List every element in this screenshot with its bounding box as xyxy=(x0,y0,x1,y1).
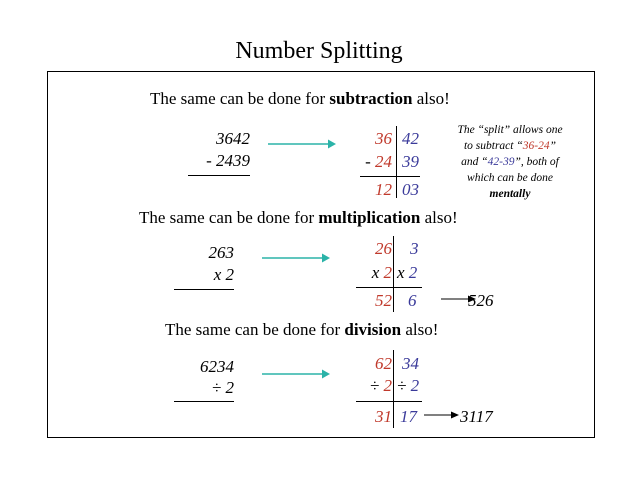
subtrahend-left: 24 xyxy=(375,152,392,171)
subtraction-heading xyxy=(150,90,450,107)
division-split-top-right: 34 xyxy=(402,354,419,373)
subtraction-note xyxy=(448,122,572,202)
split-divider xyxy=(393,236,394,312)
multiplication-op-right: x 2 xyxy=(397,263,418,282)
heading-keyword: division xyxy=(344,320,402,339)
minus-sign: - xyxy=(365,152,375,171)
division-split-top-left: 62 xyxy=(375,354,392,373)
heading-suffix: also! xyxy=(412,89,450,108)
heading-prefix: The same can be done for xyxy=(165,320,345,339)
division-original-top: 6234 xyxy=(200,357,234,376)
division-op-right: ÷ 2 xyxy=(397,376,420,395)
division-result-left: 31 xyxy=(375,407,392,426)
multiplication-op-left: x 2 xyxy=(371,263,392,282)
multiplication-heading xyxy=(139,209,458,226)
multiplication-final: 526 xyxy=(468,291,494,310)
multiplication-result-left: 52 xyxy=(375,291,392,310)
subtraction-original-top: 3642 xyxy=(216,129,250,148)
note-line-5: mentally xyxy=(489,188,531,200)
multiplication-split-top-left: 26 xyxy=(375,239,392,258)
note-line-1: The “split” allows one xyxy=(457,124,563,136)
heading-keyword: subtraction xyxy=(329,89,413,108)
arrow-icon xyxy=(268,138,336,150)
division-heading xyxy=(165,321,438,338)
note-line-2: to subtract “36-24” xyxy=(463,140,557,152)
heading-suffix: also! xyxy=(420,208,458,227)
division-result-right: 17 xyxy=(400,407,417,426)
division-final: 3117 xyxy=(460,407,493,426)
subtraction-result-right: 03 xyxy=(402,180,419,199)
arrow-icon xyxy=(424,410,460,420)
division-op-left: ÷ 2 xyxy=(369,376,392,395)
multiplication-result-right: 6 xyxy=(408,291,417,310)
multiplication-split-top-right: 3 xyxy=(410,239,419,258)
subtraction-original-rule xyxy=(188,175,250,176)
note-line-3: and “42-39”, both of xyxy=(461,156,559,168)
arrow-icon xyxy=(262,252,330,264)
multiplication-original-rule xyxy=(174,289,234,290)
multiplication-original-top: 263 xyxy=(208,243,234,262)
multiplication-split-rule xyxy=(356,287,422,288)
heading-suffix: also! xyxy=(401,320,439,339)
heading-prefix: The same can be done for xyxy=(139,208,319,227)
subtraction-split-bottom-left xyxy=(350,153,392,170)
heading-prefix: The same can be done for xyxy=(150,89,330,108)
subtraction-result-left: 12 xyxy=(375,180,392,199)
division-original-rule xyxy=(174,401,234,402)
division-original-bottom: ÷ 2 xyxy=(211,378,234,397)
subtraction-original-bottom: - 2439 xyxy=(206,151,250,170)
subtraction-split-rule xyxy=(360,176,420,177)
split-divider xyxy=(393,350,394,428)
subtraction-split-top-right: 42 xyxy=(402,129,419,148)
subtraction-split-top-left: 36 xyxy=(375,129,392,148)
subtraction-split-bottom-right: 39 xyxy=(402,152,419,171)
note-line-4: which can be done xyxy=(467,172,553,184)
slide-title: Number Splitting xyxy=(235,38,403,64)
heading-keyword: multiplication xyxy=(318,208,421,227)
split-divider xyxy=(396,126,397,198)
arrow-icon xyxy=(262,368,330,380)
multiplication-original-bottom: x 2 xyxy=(213,265,234,284)
division-split-rule xyxy=(356,401,422,402)
